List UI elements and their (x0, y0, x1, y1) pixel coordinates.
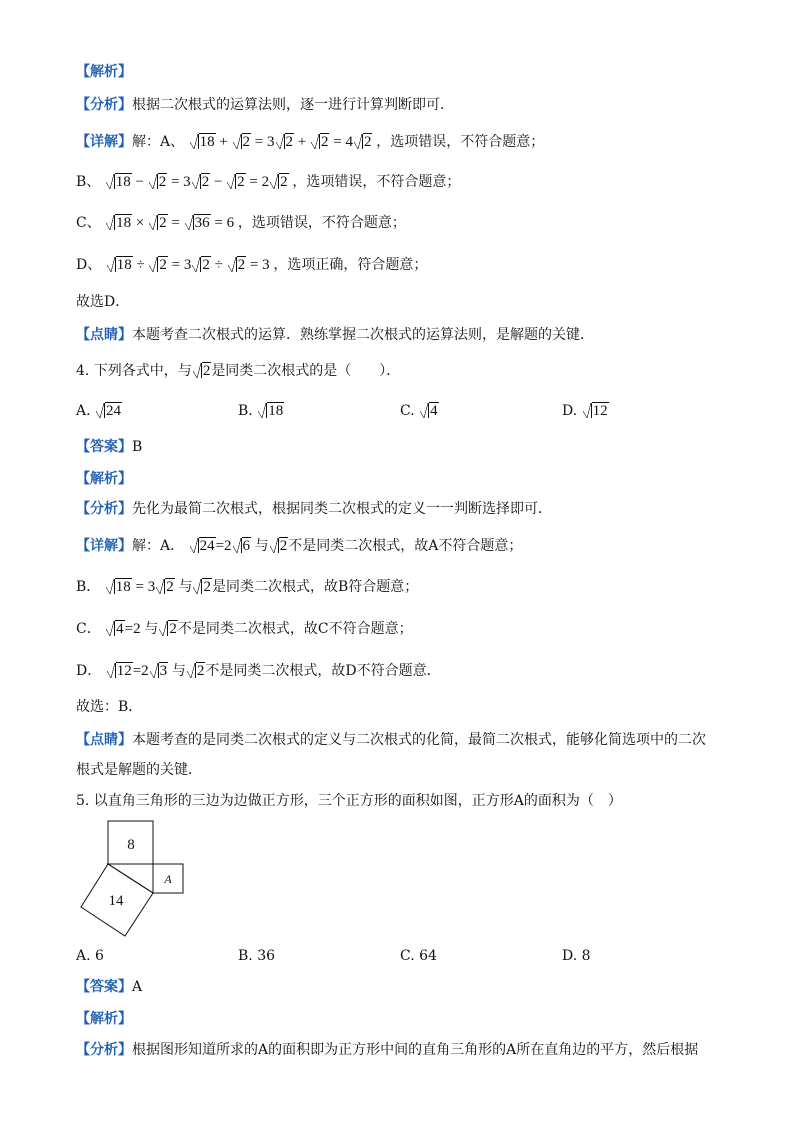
detail-line-d (76, 255, 427, 275)
conclusion-line: 故选：B． (76, 699, 143, 715)
radical: 6 (233, 536, 252, 556)
tag-label: 【点睛】 (76, 732, 132, 748)
radical: 2 (156, 577, 175, 597)
tag-label: 【点睛】 (76, 327, 132, 343)
radical: 36 (185, 213, 211, 233)
analysis-text: 先化为最简二次根式，根据同类二次根式的定义一一判断选择即可． (132, 501, 552, 517)
math-expression: 4=2 (105, 621, 144, 637)
detail-line-c (76, 213, 406, 233)
question-text: 4. 下列各式中，与 (76, 363, 192, 379)
radical: 2 (193, 361, 212, 381)
radical: 2 (354, 132, 373, 152)
tag-label: 【解析】 (76, 1011, 132, 1027)
tag-label: 【答案】 (76, 979, 132, 995)
radical: 2 (159, 619, 178, 639)
detail-text: 不是同类二次根式，故A不符合题意； (288, 538, 523, 554)
math-expression: 18 + 2 = 3 2 + 2 = 4 2 (189, 134, 377, 150)
radical: 18 (190, 132, 216, 152)
radical: 4 (106, 619, 125, 639)
math-expression: 18 ÷ 2 = 3 2 ÷ 2 = 3 (106, 257, 274, 273)
analysis-line (76, 1040, 698, 1060)
detail-line-c (76, 619, 413, 639)
analysis-line (76, 95, 454, 115)
detail-text: 不是同类二次根式，故D不符合题意． (205, 663, 441, 679)
question-text: 是同类二次根式的是（ ）． (211, 363, 401, 379)
squares-figure (76, 818, 206, 943)
q4-option-c (400, 401, 439, 421)
answer-text: A (132, 979, 143, 995)
tag-label: 【分析】 (76, 501, 132, 517)
radical: 2 (270, 536, 289, 556)
math-expression: 18 = 3 2 (105, 579, 179, 595)
q5-option-c: C. 64 (400, 948, 437, 964)
analysis-text: 根据图形知道所求的A的面积即为正方形中间的直角三角形的A所在直角边的平方，然后根据 (132, 1042, 699, 1058)
radical: 2 (187, 661, 206, 681)
radical: 4 (420, 401, 439, 421)
detail-text: 不是同类二次根式，故C不符合题意； (177, 621, 413, 637)
option-label: A. (76, 403, 91, 419)
tag-label: 【详解】 (76, 538, 132, 554)
comment-text: 本题考查二次根式的运算．熟练掌握二次根式的运算法则，是解题的关键． (132, 327, 594, 343)
radical: 2 (228, 255, 247, 275)
math-expression: 24=2 6 (189, 538, 255, 554)
option-label: B. (238, 403, 253, 419)
q4-option-d (562, 401, 609, 421)
radical: 3 (150, 661, 169, 681)
answer-text: B (132, 439, 143, 455)
detail-line-a (76, 536, 522, 556)
tag-label: 【分析】 (76, 1042, 132, 1058)
radical: 2 (193, 577, 212, 597)
detail-line-b (76, 577, 418, 597)
option-prefix: B、 (76, 174, 101, 190)
tag-label: 【解析】 (76, 64, 132, 80)
q5-option-a: A. 6 (76, 948, 104, 964)
section-heading-analysis (76, 62, 132, 82)
radical: 2 (270, 172, 289, 192)
q5-option-b: B. 36 (238, 948, 276, 964)
detail-line-d (76, 661, 441, 681)
comment-text: 本题考查的是同类二次根式的定义与二次根式的化简，最简二次根式，能够化简选项中的二次 (132, 732, 706, 748)
answer-line (76, 977, 142, 997)
detail-text: 是同类二次根式，故B符合题意； (211, 579, 419, 595)
detail-text: ，选项错误，不符合题意； (237, 215, 406, 231)
q5-option-d: D. 8 (562, 948, 591, 964)
option-prefix: C． (76, 621, 101, 637)
label-top: 8 (127, 837, 135, 853)
detail-text: 与 (254, 538, 269, 554)
detail-line-a (76, 132, 544, 152)
radical: 24 (96, 401, 122, 421)
radical: 18 (258, 401, 284, 421)
radical: 2 (227, 172, 246, 192)
detail-text: ，选项正确，符合题意； (273, 257, 428, 273)
radical: 18 (107, 255, 133, 275)
question-4-stem (76, 361, 400, 381)
label-left: 14 (108, 893, 124, 909)
detail-line-b (76, 172, 460, 192)
option-prefix: D． (76, 663, 102, 679)
radical: 2 (311, 132, 330, 152)
radical: 2 (149, 255, 168, 275)
math-expression: 18 × 2 = 36 = 6 (105, 215, 238, 231)
question-5-stem: 5. 以直角三角形的三边为边做正方形，三个正方形的面积如图，正方形A的面积为（ ） (76, 793, 622, 809)
detail-text: ，选项错误，不符合题意； (292, 174, 461, 190)
math-expression: 18 − 2 = 3 2 − 2 = 2 2 (105, 174, 293, 190)
tag-label: 【答案】 (76, 439, 132, 455)
radical: 2 (149, 213, 168, 233)
detail-text: 与 (144, 621, 159, 637)
detail-text: ，选项错误，不符合题意； (376, 134, 545, 150)
q4-option-b (238, 401, 284, 421)
option-prefix: D、 (76, 257, 102, 273)
radical: 2 (192, 255, 211, 275)
tag-label: 【详解】 (76, 134, 132, 150)
radical: 18 (106, 172, 132, 192)
option-label: C. (400, 403, 415, 419)
squares-diagram (76, 818, 206, 943)
detail-text: 与 (171, 663, 186, 679)
label-right: A (164, 872, 172, 886)
radical: 18 (106, 213, 132, 233)
radical: 2 (233, 132, 252, 152)
comment-line (76, 325, 594, 345)
detail-text: 与 (178, 579, 193, 595)
comment-line (76, 730, 706, 750)
q4-option-a (76, 401, 122, 421)
option-label: D. (562, 403, 578, 419)
detail-text: 解：A． (132, 538, 185, 554)
analysis-text: 根据二次根式的运算法则，逐一进行计算判断即可． (132, 97, 454, 113)
section-heading-analysis (76, 469, 132, 489)
radical: 12 (107, 661, 133, 681)
conclusion-line: 故选D． (76, 294, 130, 310)
section-heading-analysis (76, 1009, 132, 1029)
radical: 2 (192, 172, 211, 192)
radical: 18 (106, 577, 132, 597)
option-prefix: C、 (76, 215, 101, 231)
radical: 2 (149, 172, 168, 192)
detail-text: 解：A、 (132, 134, 185, 150)
tag-label: 【解析】 (76, 471, 132, 487)
analysis-line (76, 499, 552, 519)
answer-line (76, 437, 142, 457)
right-triangle (108, 864, 153, 893)
comment-line-continued: 根式是解题的关键． (76, 762, 202, 778)
tag-label: 【分析】 (76, 97, 132, 113)
option-prefix: B． (76, 579, 101, 595)
radical: 12 (583, 401, 609, 421)
radical: 2 (276, 132, 295, 152)
radical: 24 (190, 536, 216, 556)
math-expression: 12=2 3 (106, 663, 172, 679)
